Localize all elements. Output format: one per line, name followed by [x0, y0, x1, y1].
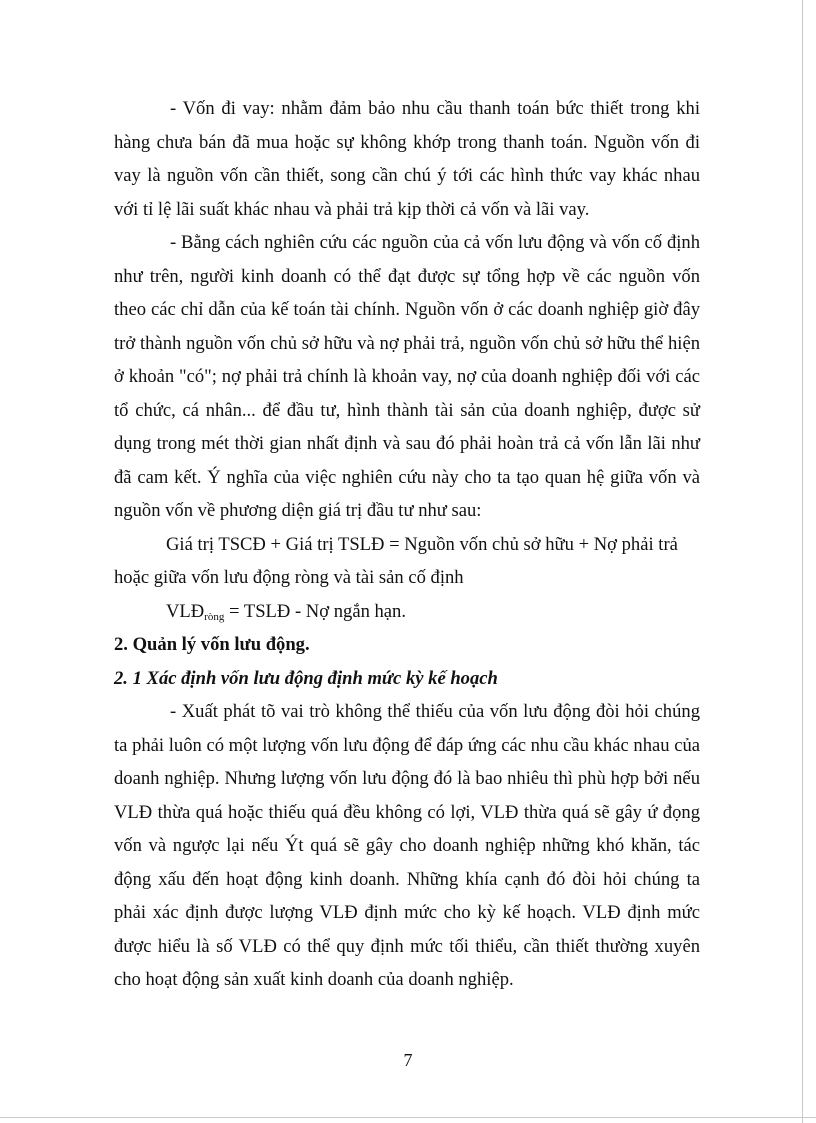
section-heading: 2. Quản lý vốn lưu động.: [114, 634, 310, 655]
formula-vld: VLĐ: [166, 600, 205, 622]
formula-rest: = TSLĐ - Nợ ngắn hạn.: [224, 600, 407, 622]
formula-balance: Giá trị TSCĐ + Giá trị TSLĐ = Nguồn vốn chủ sở hữu + Nợ phải trả: [166, 533, 678, 555]
paragraph-capital-sources: - Bằng cách nghiên cứu các nguồn của cả vốn lưu động và vốn cố định như trên, người kinh doanh có thể đạt được sự tổng hợp về các nguồn vốn theo các chỉ dẫn của kế toán tài chính. Nguồn vốn ở các doanh nghiệp giờ đây trở thành nguồn vốn chủ sở hữu và nợ phải trả, nguồn vốn chủ sở hữu thể hiện ở khoản "có"; nợ phải trả chính là khoản vay, nợ của doanh nghiệp đối với các tổ chức, cá nhân... để đầu tư, hình thành tài sản của doanh nghiệp, được sử dụng trong mét thời gian nhất định và sau đó phải hoàn trả cả vốn lẫn lãi như đã cam kết. Ý nghĩa của việc nghiên cứu này cho ta tạo quan hệ giữa vốn và nguồn vốn về phương diện giá trị đầu tư như sau:: [114, 232, 700, 521]
formula-subscript: ròng: [204, 610, 225, 623]
page-edge-bottom: [0, 1117, 816, 1118]
paragraph-net-working-capital: hoặc giữa vốn lưu động ròng và tài sản cố định: [114, 567, 464, 588]
page-edge-right: [802, 0, 803, 1123]
subsection-heading: 2. 1 Xác định vốn lưu động định mức kỳ kế hoạch: [114, 667, 498, 689]
formula-net-working-capital: [114, 595, 700, 629]
paragraph-borrowed-capital: - Vốn đi vay: nhằm đảm bảo nhu cầu thanh toán bức thiết trong khi hàng chưa bán đã mua hoặc sự không khớp trong thanh toán. Nguồn vốn đi vay là nguồn vốn cần thiết, song cần chú ý tới các hình thức vay khác nhau với tỉ lệ lãi suất khác nhau và phải trả kịp thời cả vốn và lãi vay.: [114, 98, 700, 220]
page-number: 7: [403, 1050, 413, 1070]
paragraph-working-capital-norm: - Xuất phát tõ vai trò không thể thiếu của vốn lưu động đòi hỏi chúng ta phải luôn có một lượng vốn lưu động để đáp ứng các nhu cầu khác nhau của doanh nghiệp. Nhưng lượng vốn lưu động đó là bao nhiêu thì phù hợp bởi nếu VLĐ thừa quá hoặc thiếu quá đều không có lợi, VLĐ thừa quá sẽ gây ứ đọng vốn và ngược lại nếu Ýt quá sẽ gây cho doanh nghiệp những khó khăn, tác động xấu đến hoạt động kinh doanh. Những khía cạnh đó đòi hỏi chúng ta phải xác định được lượng VLĐ định mức cho kỳ kế hoạch. VLĐ định mức được hiểu là số VLĐ có thể quy định mức tối thiểu, cần thiết thường xuyên cho hoạt động sản xuất kinh doanh của doanh nghiệp.: [114, 701, 700, 990]
body-text: [114, 92, 700, 997]
